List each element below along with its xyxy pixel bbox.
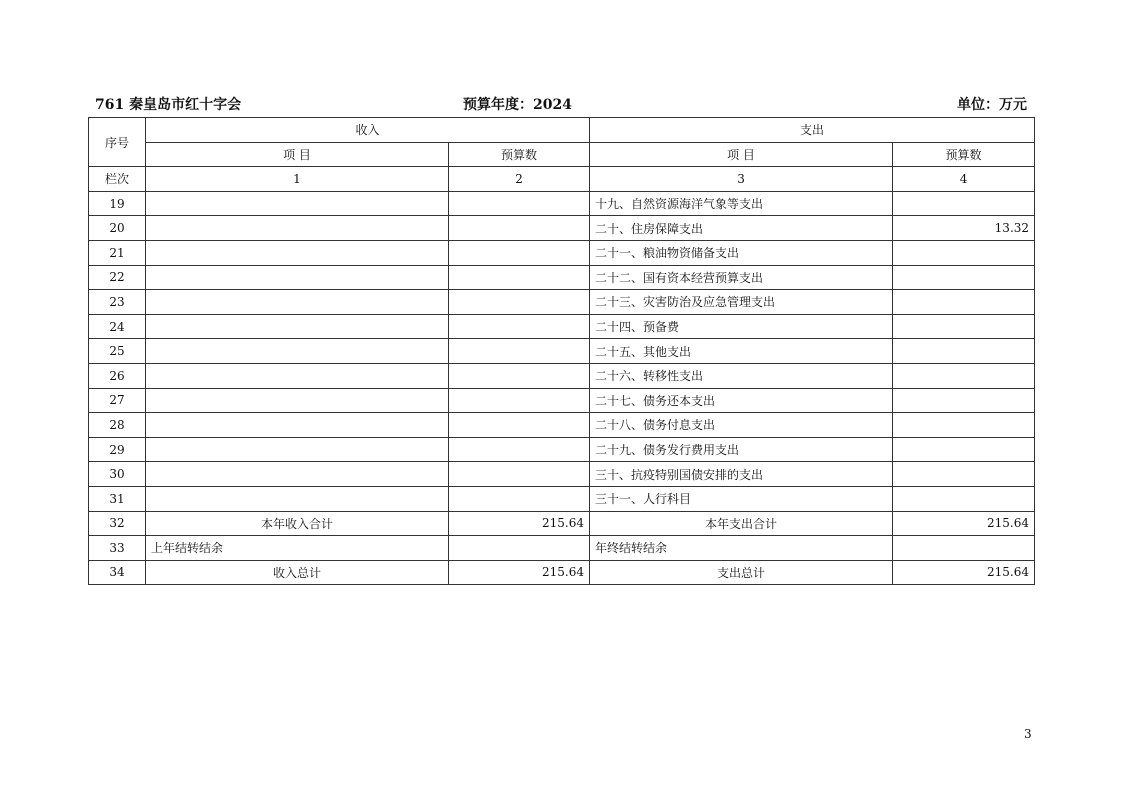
table-row <box>89 536 1035 561</box>
income-item-cell <box>146 290 449 315</box>
page-number: 3 <box>1024 727 1032 741</box>
report-header <box>95 94 1035 114</box>
income-amount-cell <box>449 314 590 339</box>
expense-amount-cell <box>893 363 1035 388</box>
income-item-cell <box>146 240 449 265</box>
expense-amount-cell: 215.64 <box>893 560 1035 585</box>
income-item-cell: 上年结转结余 <box>146 536 449 561</box>
income-item-cell: 本年收入合计 <box>146 511 449 536</box>
budget-year: 预算年度：2024 <box>463 97 572 113</box>
expense-item-cell: 二十六、转移性支出 <box>590 363 893 388</box>
income-item-cell <box>146 191 449 216</box>
income-amount-cell <box>449 486 590 511</box>
seq-cell: 33 <box>89 536 146 561</box>
seq-cell: 26 <box>89 363 146 388</box>
table-row <box>89 265 1035 290</box>
expense-item-cell: 二十、住房保障支出 <box>590 216 893 241</box>
income-item-header: 项 目 <box>146 142 449 167</box>
expense-amount-cell <box>893 191 1035 216</box>
income-item-cell <box>146 314 449 339</box>
seq-cell: 29 <box>89 437 146 462</box>
table-row <box>89 511 1035 536</box>
income-amount-cell <box>449 437 590 462</box>
income-amount-cell <box>449 462 590 487</box>
income-amount-cell <box>449 290 590 315</box>
table-row <box>89 290 1035 315</box>
seq-header: 序号 <box>89 118 146 167</box>
expense-amount-cell: 13.32 <box>893 216 1035 241</box>
seq-cell: 20 <box>89 216 146 241</box>
expense-amount-cell: 215.64 <box>893 511 1035 536</box>
income-item-cell <box>146 437 449 462</box>
table-row <box>89 216 1035 241</box>
income-item-cell <box>146 462 449 487</box>
income-amount-cell <box>449 536 590 561</box>
expense-amount-header: 预算数 <box>893 142 1035 167</box>
expense-item-cell: 本年支出合计 <box>590 511 893 536</box>
expense-item-cell: 二十二、国有资本经营预算支出 <box>590 265 893 290</box>
expense-item-cell: 二十七、债务还本支出 <box>590 388 893 413</box>
expense-item-cell: 二十八、债务付息支出 <box>590 413 893 438</box>
income-amount-cell <box>449 363 590 388</box>
expense-item-cell: 二十一、粮油物资储备支出 <box>590 240 893 265</box>
income-amount-cell: 215.64 <box>449 511 590 536</box>
seq-cell: 21 <box>89 240 146 265</box>
expense-item-cell: 二十五、其他支出 <box>590 339 893 364</box>
organization-name: 761 秦皇岛市红十字会 <box>95 97 242 113</box>
expense-item-header: 项 目 <box>590 142 893 167</box>
table-row <box>89 191 1035 216</box>
seq-cell: 31 <box>89 486 146 511</box>
income-header: 收入 <box>146 118 590 143</box>
table-row <box>89 413 1035 438</box>
expense-item-cell: 二十三、灾害防治及应急管理支出 <box>590 290 893 315</box>
expense-amount-cell <box>893 486 1035 511</box>
expense-amount-cell <box>893 388 1035 413</box>
seq-cell: 27 <box>89 388 146 413</box>
table-row <box>89 462 1035 487</box>
table-row <box>89 388 1035 413</box>
expense-amount-cell <box>893 536 1035 561</box>
expense-item-cell: 十九、自然资源海洋气象等支出 <box>590 191 893 216</box>
column-number-2: 2 <box>449 167 590 192</box>
income-item-cell <box>146 265 449 290</box>
expense-amount-cell <box>893 290 1035 315</box>
header-row-top <box>89 118 1035 143</box>
table-row <box>89 560 1035 585</box>
income-amount-cell <box>449 388 590 413</box>
seq-cell: 32 <box>89 511 146 536</box>
seq-cell: 19 <box>89 191 146 216</box>
income-item-cell <box>146 413 449 438</box>
expense-item-cell: 二十九、债务发行费用支出 <box>590 437 893 462</box>
header-row-sub <box>89 142 1035 167</box>
income-item-cell <box>146 363 449 388</box>
seq-cell: 24 <box>89 314 146 339</box>
seq-cell: 34 <box>89 560 146 585</box>
expense-amount-cell <box>893 462 1035 487</box>
expense-amount-cell <box>893 413 1035 438</box>
income-item-cell <box>146 486 449 511</box>
expense-amount-cell <box>893 240 1035 265</box>
expense-item-cell: 年终结转结余 <box>590 536 893 561</box>
income-amount-cell <box>449 413 590 438</box>
income-amount-cell <box>449 216 590 241</box>
expense-amount-cell <box>893 437 1035 462</box>
income-item-cell: 收入总计 <box>146 560 449 585</box>
expense-item-cell: 三十、抗疫特别国债安排的支出 <box>590 462 893 487</box>
seq-cell: 23 <box>89 290 146 315</box>
table-row <box>89 486 1035 511</box>
seq-cell: 25 <box>89 339 146 364</box>
budget-table <box>88 117 1035 585</box>
income-amount-cell <box>449 265 590 290</box>
income-item-cell <box>146 339 449 364</box>
expense-amount-cell <box>893 314 1035 339</box>
expense-amount-cell <box>893 265 1035 290</box>
unit-label: 单位：万元 <box>957 97 1027 113</box>
expense-header: 支出 <box>590 118 1035 143</box>
column-number-1: 1 <box>146 167 449 192</box>
expense-item-cell: 支出总计 <box>590 560 893 585</box>
income-item-cell <box>146 216 449 241</box>
column-number-3: 3 <box>590 167 893 192</box>
seq-cell: 30 <box>89 462 146 487</box>
expense-item-cell: 三十一、人行科目 <box>590 486 893 511</box>
income-amount-cell <box>449 240 590 265</box>
table-row <box>89 339 1035 364</box>
table-row <box>89 240 1035 265</box>
income-amount-cell <box>449 191 590 216</box>
income-amount-header: 预算数 <box>449 142 590 167</box>
income-amount-cell <box>449 339 590 364</box>
expense-amount-cell <box>893 339 1035 364</box>
column-number-4: 4 <box>893 167 1035 192</box>
table-row <box>89 363 1035 388</box>
table-row <box>89 314 1035 339</box>
seq-cell: 28 <box>89 413 146 438</box>
seq-cell: 22 <box>89 265 146 290</box>
column-label: 栏次 <box>89 167 146 192</box>
table-row <box>89 437 1035 462</box>
column-number-row <box>89 167 1035 192</box>
expense-item-cell: 二十四、预备费 <box>590 314 893 339</box>
income-amount-cell: 215.64 <box>449 560 590 585</box>
income-item-cell <box>146 388 449 413</box>
